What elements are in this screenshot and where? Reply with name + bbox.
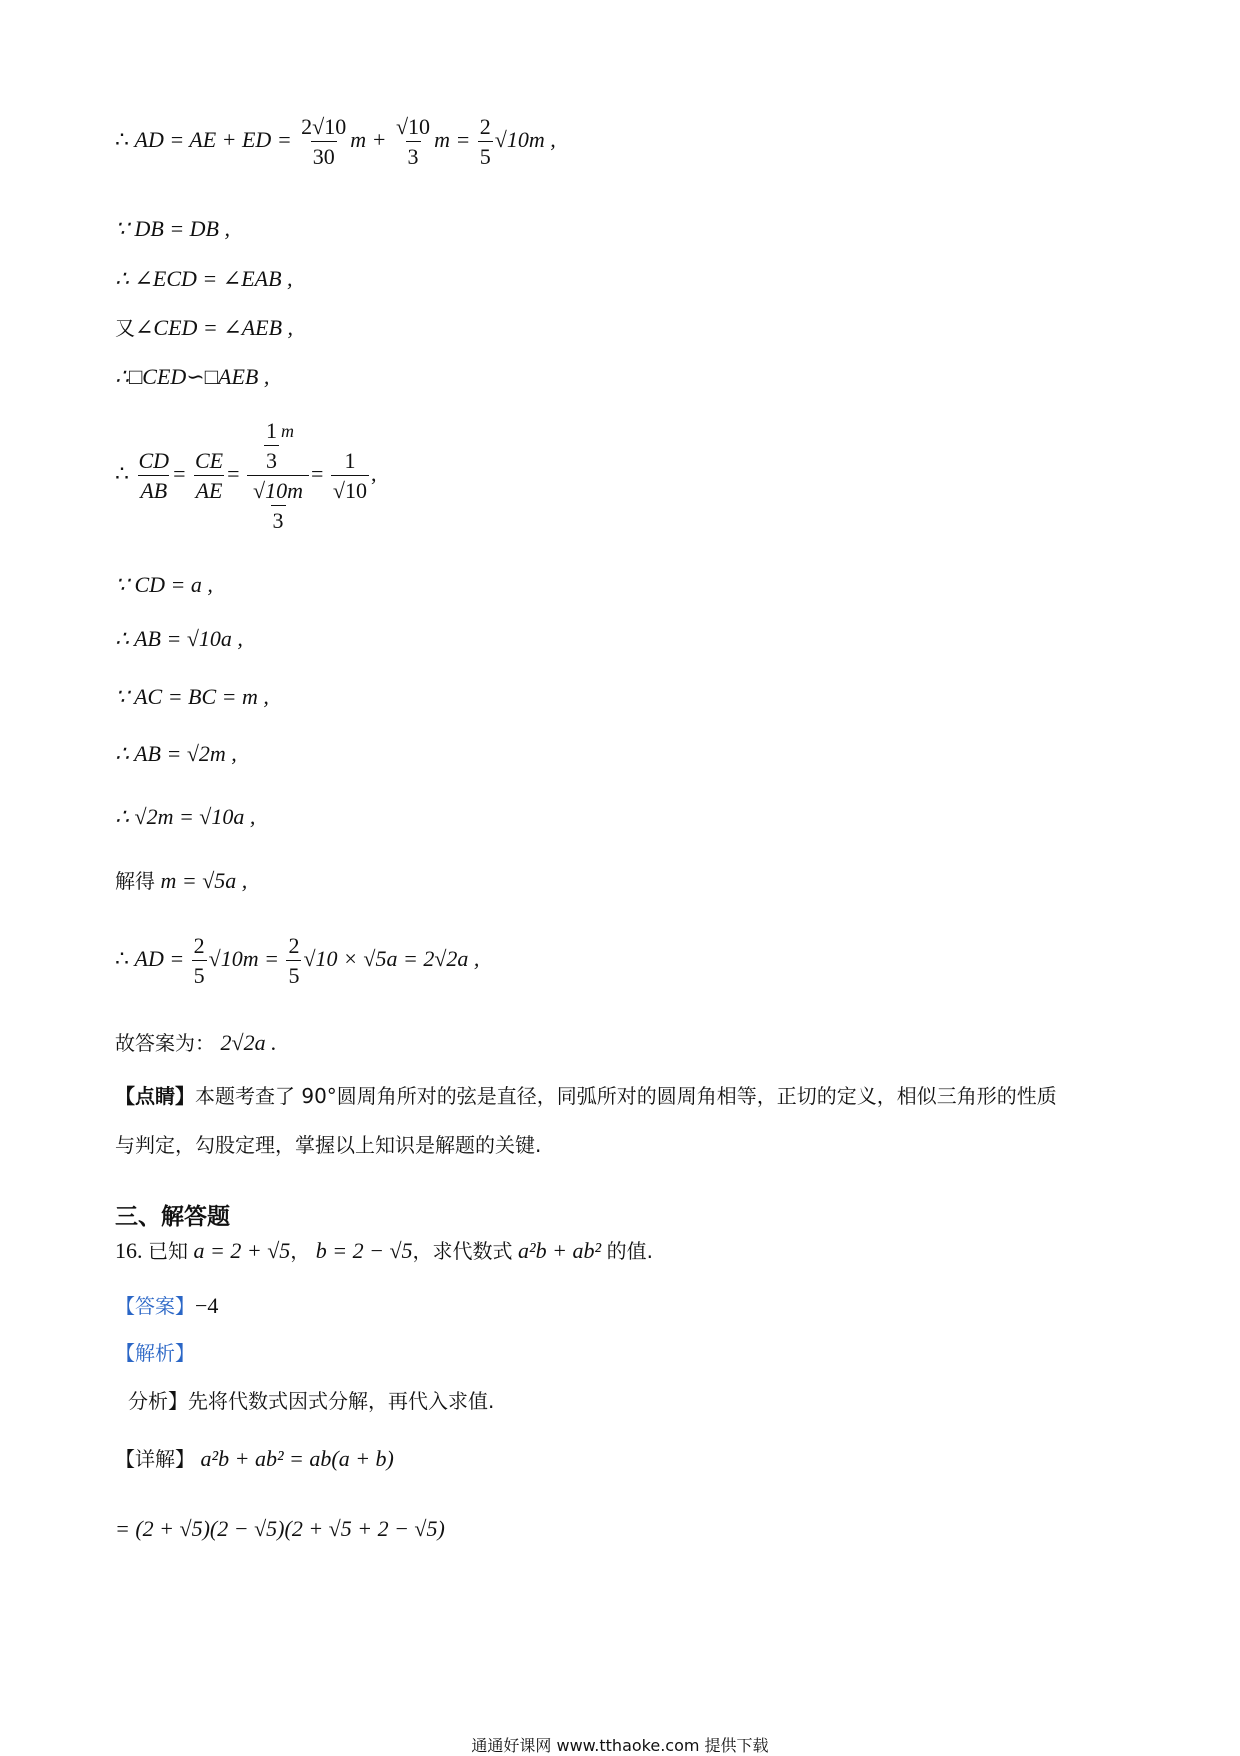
section-heading: 三、解答题 <box>115 1204 230 1230</box>
fraction: $\frac{√10}{3}$ <box>395 114 431 169</box>
equation-db: ∵ DB = DB , <box>115 216 230 241</box>
equation-cd: ∵ CD = a , <box>115 572 213 597</box>
detail-tag: 【详解】 <box>115 1447 195 1471</box>
fraction: $\frac{CE}{AE}$ <box>194 448 224 503</box>
fraction: $\frac{2}{5}$ <box>288 933 300 988</box>
equation-angle-ced: 又∠CED = ∠AEB , <box>115 315 294 340</box>
answer-value: −4 <box>195 1293 219 1318</box>
detail-line <box>115 1448 394 1470</box>
compound-fraction: $\frac{1}{3}$ $^m$ $\frac{√10m}{3}$ <box>247 420 309 532</box>
equation-solve-m: 解得 m = √5a , <box>115 868 248 893</box>
equation-similar-triangles: ∴□CED∽□AEB , <box>115 364 270 389</box>
answer-line <box>115 1295 218 1317</box>
equation-m-a: ∴ √2m = √10a , <box>115 804 256 829</box>
equation-ab-a: ∴ AB = √10a , <box>115 626 243 651</box>
substitution-line: = (2 + √5)(2 − √5)(2 + √5 + 2 − √5) <box>115 1516 445 1541</box>
equation-angle-ecd: ∴ ∠ECD = ∠EAB , <box>115 266 293 291</box>
fraction: $\frac{1}{√10}$ <box>332 448 367 503</box>
comment-paragraph <box>115 1072 1145 1170</box>
question-16: 16. 已知 a = 2 + √5， b = 2 − √5，求代数式 a²b + ab² 的值. <box>115 1238 653 1263</box>
analysis-line: 分析】先将代数式因式分解，再代入求值. <box>128 1389 495 1413</box>
analysis-tag: 【解析】 <box>115 1341 195 1365</box>
comment-text-1: 本题考查了 90°圆周角所对的弦是直径，同弧所对的圆周角相等，正切的定义，相似三角形的性质 <box>195 1084 1057 1108</box>
fraction: $\frac{2√10}{30}$ <box>301 114 347 169</box>
equation-ab-m: ∴ AB = √2m , <box>115 741 237 766</box>
page-footer: 通通好课网 www.tthaoke.com 提供下载 <box>471 1736 769 1755</box>
answer-tag: 【答案】 <box>115 1294 195 1318</box>
equation-ac-bc: ∵ AC = BC = m , <box>115 684 269 709</box>
detail-expression: a²b + ab² = ab(a + b) <box>200 1446 394 1471</box>
equation-ratio: ∴ $\frac{CD}{AB}$ = $\frac{CE}{AE}$ = $\frac{1}{3}$ $^m$ $\frac{√10m}{3}$ = $\frac{1}{√10}$ , <box>115 418 377 533</box>
fraction: $\frac{2}{5}$ <box>193 933 205 988</box>
equation-ad-final: ∴ AD = $\frac{2}{5}$ √10m = $\frac{2}{5}$ √10 × √5a = 2√2a , <box>115 933 480 988</box>
equation-ad-sum: ∴ AD = AE + ED = $\frac{2√10}{30}$ m + $\frac{√10}{3}$ m = $\frac{2}{5}$ √10m , <box>115 114 556 169</box>
fraction: $\frac{2}{5}$ <box>479 114 491 169</box>
fraction: $\frac{CD}{AB}$ <box>138 448 170 503</box>
final-answer-line: 故答案为： 2√2a . <box>115 1030 277 1055</box>
comment-text-2: 与判定，勾股定理，掌握以上知识是解题的关键. <box>115 1133 542 1157</box>
comment-tag: 【点睛】 <box>115 1084 195 1108</box>
